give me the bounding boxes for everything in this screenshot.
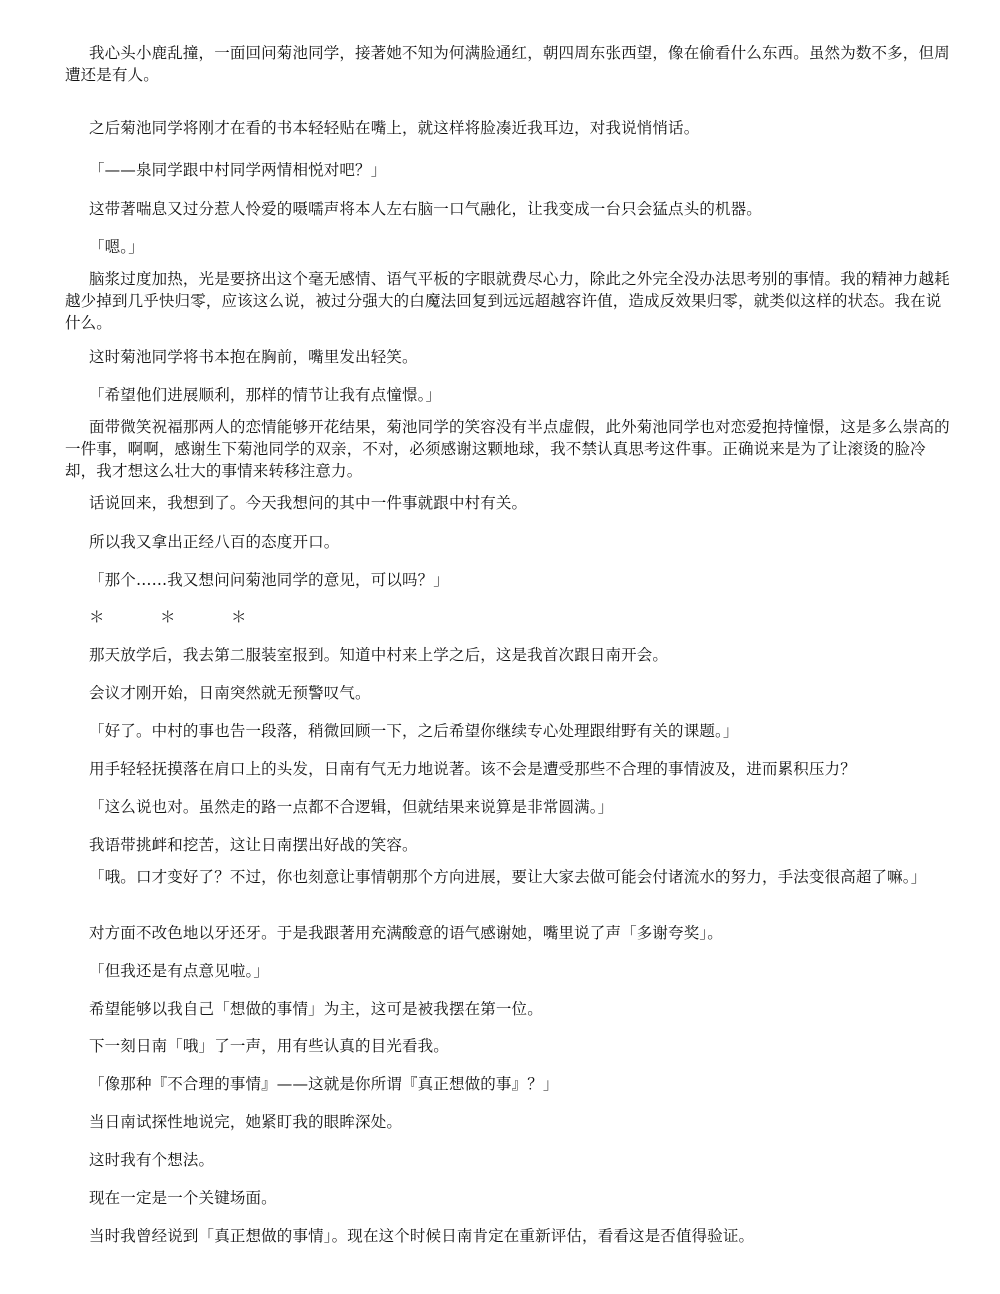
paragraph-21: 「但我还是有点意见啦。」	[89, 962, 270, 980]
paragraph-13: 那天放学后，我去第二服装室报到。知道中村来上学之后，这是我首次跟日南开会。	[89, 646, 669, 664]
paragraph-7: 这时菊池同学将书本抱在胸前，嘴里发出轻笑。	[89, 348, 418, 366]
paragraph-12: 「那个……我又想问问菊池同学的意见，可以吗？」	[89, 571, 449, 589]
paragraph-14: 会议才刚开始，日南突然就无预警叹气。	[89, 684, 371, 702]
paragraph-2: 之后菊池同学将刚才在看的书本轻轻贴在嘴上，就这样将脸凑近我耳边，对我说悄悄话。	[89, 119, 700, 137]
paragraph-23: 下一刻日南「哦」了一声，用有些认真的目光看我。	[89, 1037, 449, 1055]
paragraph-22: 希望能够以我自己「想做的事情」为主，这可是被我摆在第一位。	[89, 1000, 543, 1018]
paragraph-16: 用手轻轻抚摸落在肩口上的头发，日南有气无力地说著。该不会是遭受那些不合理的事情波及，进而累积压力？	[89, 760, 856, 778]
paragraph-11: 所以我又拿出正经八百的态度开口。	[89, 533, 340, 551]
paragraph-1: 我心头小鹿乱撞，一面回问菊池同学，接著她不知为何满脸通红，朝四周东张西望，像在偷看什么东西。虽然为数不多，但周遭还是有人。	[65, 44, 950, 84]
paragraph-8: 「希望他们进展顺利，那样的情节让我有点憧憬。」	[89, 386, 442, 404]
paragraph-15: 「好了。中村的事也告一段落，稍微回顾一下，之后希望你继续专心处理跟绀野有关的课题。」	[89, 722, 739, 740]
paragraph-28: 当时我曾经说到「真正想做的事情」。现在这个时候日南肯定在重新评估，看看这是否值得验证。	[89, 1227, 755, 1245]
paragraph-9: 面带微笑祝福那两人的恋情能够开花结果，菊池同学的笑容没有半点虚假，此外菊池同学也对恋爱抱持憧憬，这是多么崇高的一件事，啊啊，感谢生下菊池同学的双亲，不对，必须感谢这颗地球，我不禁认真思考这件事。正确说来是为了让滚烫的脸冷却，我才想这么壮大的事情来转移注意力。	[65, 418, 950, 480]
paragraph-3: 「——泉同学跟中村同学两情相悦对吧？」	[89, 161, 387, 179]
paragraph-26: 这时我有个想法。	[89, 1151, 215, 1169]
paragraph-17: 「这么说也对。虽然走的路一点都不合逻辑，但就结果来说算是非常圆满。」	[89, 798, 614, 816]
paragraph-19: 「哦。口才变好了？不过，你也刻意让事情朝那个方向进展，要让大家去做可能会付诸流水的努力，手法变很高超了嘛。」	[89, 868, 927, 886]
paragraph-5: 「嗯。」	[89, 238, 144, 256]
paragraph-24: 「像那种『不合理的事情』——这就是你所谓『真正想做的事』？」	[89, 1075, 559, 1093]
section-separator: ＊ ＊ ＊	[89, 608, 267, 626]
paragraph-25: 当日南试探性地说完，她紧盯我的眼眸深处。	[89, 1113, 403, 1131]
paragraph-20: 对方面不改色地以牙还牙。于是我跟著用充满酸意的语气感谢她，嘴里说了声「多谢夸奖」。	[89, 924, 723, 942]
paragraph-27: 现在一定是一个关键场面。	[89, 1189, 277, 1207]
paragraph-6: 脑浆过度加热，光是要挤出这个毫无感情、语气平板的字眼就费尽心力，除此之外完全没办法思考别的事情。我的精神力越耗越少掉到几乎快归零，应该这么说，被过分强大的白魔法回复到远远超越容许值，造成反效果归零，就类似这样的状态。我在说什么。	[65, 270, 950, 332]
paragraph-10: 话说回来，我想到了。今天我想问的其中一件事就跟中村有关。	[89, 494, 528, 512]
paragraph-18: 我语带挑衅和挖苦，这让日南摆出好战的笑容。	[89, 836, 418, 854]
paragraph-4: 这带著喘息又过分惹人怜爱的嗫嚅声将本人左右脑一口气融化，让我变成一台只会猛点头的机器。	[89, 200, 762, 218]
